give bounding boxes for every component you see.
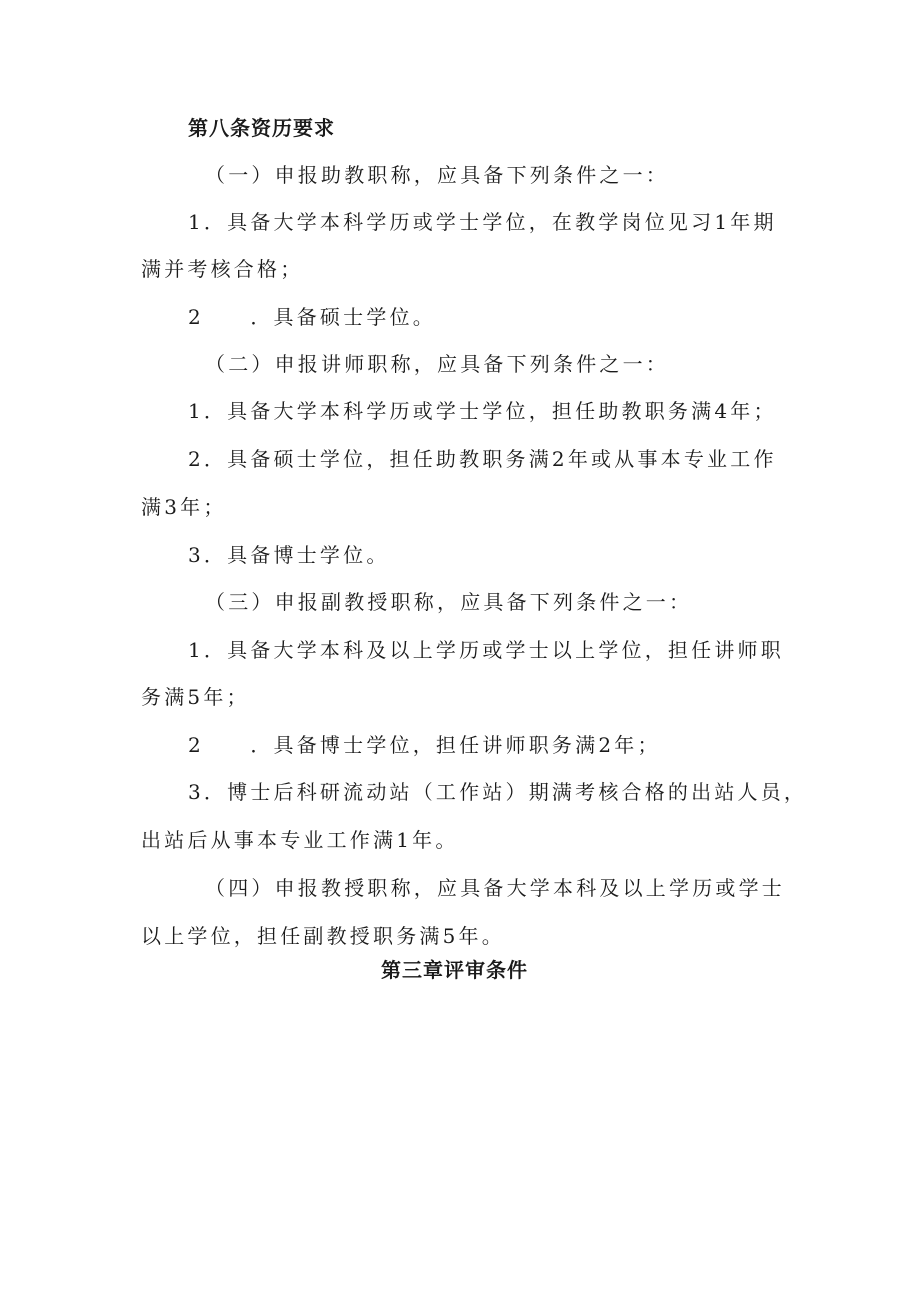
section-1-heading: （一）申报助教职称，应具备下列条件之一： <box>205 163 669 187</box>
section-1-item-2: 2 ．具备硕士学位。 <box>188 305 436 329</box>
section-2-heading: （二）申报讲师职称，应具备下列条件之一： <box>205 352 669 376</box>
section-4-heading-line-1: （四）申报教授职称，应具备大学本科及以上学历或学士 <box>205 876 785 900</box>
section-2-item-2-line-1: 2．具备硕士学位，担任助教职务满2年或从事本专业工作 <box>188 447 777 471</box>
section-1-item-1-line-1: 1．具备大学本科学历或学士学位，在教学岗位见习1年期 <box>188 210 777 234</box>
section-3-item-2: 2 ．具备博士学位，担任讲师职务满2年； <box>188 733 661 757</box>
section-2-item-2-line-2: 满3年； <box>141 495 227 519</box>
section-3-item-3-line-2: 出站后从事本专业工作满1年。 <box>141 828 459 852</box>
section-3-heading: （三）申报副教授职称，应具备下列条件之一： <box>205 590 693 614</box>
section-4-heading-line-2: 以上学位，担任副教授职务满5年。 <box>141 924 505 948</box>
section-2-item-3: 3．具备博士学位。 <box>188 543 390 567</box>
section-3-item-1-line-1: 1．具备大学本科及以上学历或学士以上学位，担任讲师职 <box>188 638 784 662</box>
section-3-item-3-line-1: 3．博士后科研流动站（工作站）期满考核合格的出站人员， <box>188 780 808 804</box>
article-heading: 第八条资历要求 <box>188 116 335 140</box>
section-1-item-1-line-2: 满并考核合格； <box>141 257 304 281</box>
section-3-item-1-line-2: 务满5年； <box>141 685 250 709</box>
section-2-item-1: 1．具备大学本科学历或学士学位，担任助教职务满4年； <box>188 399 777 423</box>
chapter-heading: 第三章评审条件 <box>381 958 528 982</box>
